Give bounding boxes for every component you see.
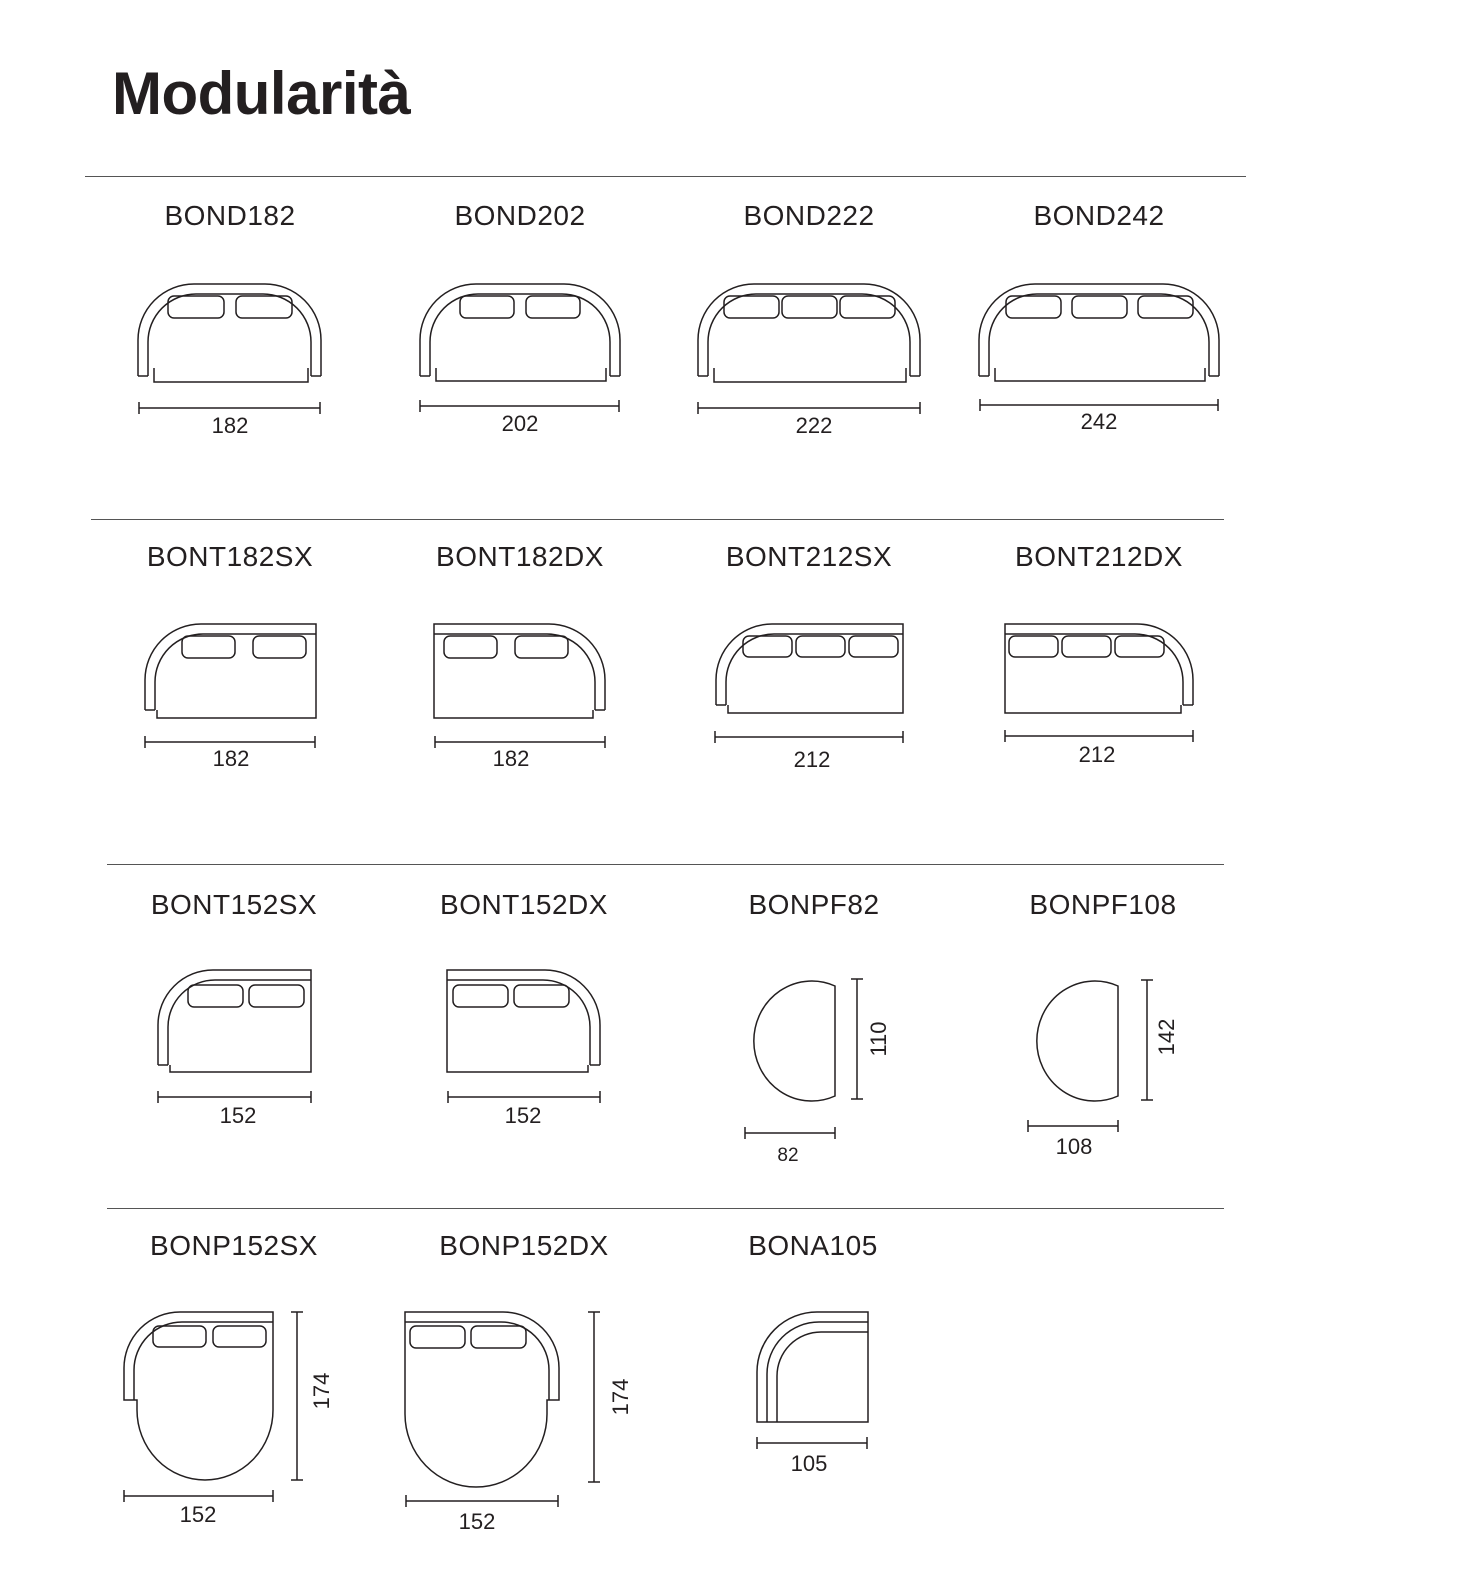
width-label: 182: [212, 746, 250, 771]
module-code: BONP152SX: [150, 1230, 318, 1261]
sofa-plan-bond202: [420, 284, 620, 381]
width-label: 82: [777, 1145, 799, 1166]
module-code: BONT152SX: [150, 889, 318, 920]
module-code: BONT182DX: [436, 541, 604, 572]
module-code: BOND222: [743, 200, 875, 231]
module-code: BONT182SX: [146, 541, 314, 572]
width-label: 212: [1078, 742, 1116, 767]
module-code: BOND202: [454, 200, 586, 231]
width-label: 182: [211, 413, 249, 438]
module-code: BONT212DX: [1015, 541, 1183, 572]
module-code: BONA105: [748, 1230, 878, 1261]
width-label: 152: [179, 1502, 217, 1527]
depth-dimension-line: [291, 1312, 600, 1482]
width-label: 105: [790, 1451, 828, 1476]
width-label: 242: [1080, 409, 1118, 434]
width-label: 152: [504, 1103, 542, 1128]
page-title: Modularità: [112, 60, 411, 127]
depth-label: 174: [608, 1378, 633, 1416]
sofa-plan-bond222: [698, 284, 920, 382]
module-code: BOND182: [164, 200, 296, 231]
module-code: BONPF82: [748, 889, 880, 920]
width-label: 152: [219, 1103, 257, 1128]
width-dimension-line: [145, 730, 1193, 748]
width-label: 212: [793, 747, 831, 772]
sofa-plan-bond182: [138, 284, 321, 382]
sofa-plan-bont212sx: [716, 624, 903, 713]
width-label: 152: [458, 1509, 496, 1534]
module-code: BOND242: [1033, 200, 1165, 231]
width-dimension-line: [158, 1091, 1118, 1139]
width-label: 108: [1055, 1134, 1093, 1159]
depth-label: 110: [866, 1021, 891, 1057]
sofa-plan-bond242: [979, 284, 1219, 381]
depth-label: 142: [1154, 1018, 1179, 1056]
sofa-plan-bonp152dx: [405, 1312, 559, 1487]
corner-plan-bona105: [757, 1312, 868, 1422]
width-label: 202: [501, 411, 539, 436]
width-label: 222: [795, 413, 833, 438]
sofa-plan-bont182sx: [145, 624, 316, 718]
module-code: BONP152DX: [439, 1230, 609, 1261]
depth-label: 174: [309, 1372, 334, 1410]
sofa-plan-bont152sx: [158, 970, 311, 1072]
pouf-plan-bonpf108: [1037, 981, 1118, 1101]
module-code: BONT152DX: [440, 889, 608, 920]
module-code: BONT212SX: [725, 541, 893, 572]
module-code: BONPF108: [1029, 889, 1177, 920]
sofa-plan-bont152dx: [447, 970, 600, 1072]
pouf-plan-bonpf82: [754, 981, 835, 1101]
sofa-plan-bont212dx: [1005, 624, 1193, 713]
sofa-plan-bonp152sx: [124, 1312, 273, 1480]
depth-dimension-line: [851, 979, 1153, 1100]
width-label: 182: [492, 746, 530, 771]
sofa-plan-bont182dx: [434, 624, 605, 718]
